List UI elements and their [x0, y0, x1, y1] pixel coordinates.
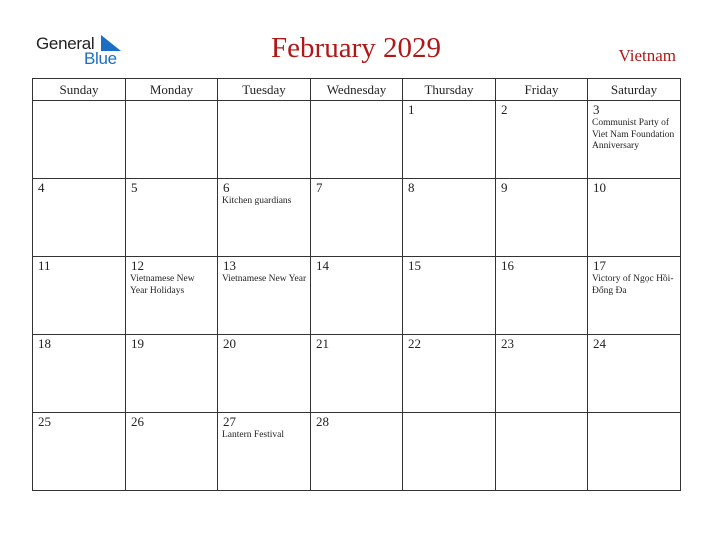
event-list — [218, 196, 310, 208]
logo-word-general: General — [36, 34, 95, 53]
day-cell-15 — [403, 257, 496, 335]
day-cell-25 — [33, 413, 126, 491]
empty-day-cell — [33, 101, 126, 179]
holiday-event: Lantern Festival — [222, 430, 284, 440]
day-cell-20 — [218, 335, 311, 413]
day-number: 22 — [408, 336, 421, 351]
day-number: 13 — [223, 258, 236, 273]
day-cell-2 — [496, 101, 588, 179]
day-cell-9 — [496, 179, 588, 257]
holiday-event: Communist Party of Viet Nam Foundation Anniversary — [592, 118, 675, 151]
weekday-header-tuesday: Tuesday — [218, 79, 311, 101]
day-number: 25 — [38, 414, 51, 429]
week-row — [33, 413, 681, 491]
empty-day-cell — [496, 413, 588, 491]
day-cell-18 — [33, 335, 126, 413]
day-cell-1 — [403, 101, 496, 179]
day-number: 16 — [501, 258, 514, 273]
day-number: 5 — [131, 180, 138, 195]
logo-word-blue: Blue — [84, 49, 117, 68]
day-number: 26 — [131, 414, 144, 429]
holiday-event: Vietnamese New Year Holidays — [130, 274, 195, 296]
day-cell-17 — [588, 257, 681, 335]
day-number: 21 — [316, 336, 329, 351]
day-cell-8 — [403, 179, 496, 257]
weekday-header-thursday: Thursday — [403, 79, 496, 101]
day-cell-7 — [311, 179, 403, 257]
weekday-header-saturday: Saturday — [588, 79, 681, 101]
day-cell-26 — [126, 413, 218, 491]
event-list — [218, 274, 310, 286]
day-number: 6 — [223, 180, 230, 195]
day-number: 20 — [223, 336, 236, 351]
day-cell-11 — [33, 257, 126, 335]
day-number: 15 — [408, 258, 421, 273]
event-list — [588, 118, 680, 153]
day-number: 17 — [593, 258, 606, 273]
calendar-grid — [32, 78, 681, 491]
day-number: 12 — [131, 258, 144, 273]
day-cell-27 — [218, 413, 311, 491]
day-cell-16 — [496, 257, 588, 335]
day-cell-6 — [218, 179, 311, 257]
day-cell-28 — [311, 413, 403, 491]
day-cell-22 — [403, 335, 496, 413]
day-cell-13 — [218, 257, 311, 335]
day-number: 27 — [223, 414, 236, 429]
day-number: 14 — [316, 258, 329, 273]
empty-day-cell — [218, 101, 311, 179]
day-number: 7 — [316, 180, 323, 195]
day-number: 19 — [131, 336, 144, 351]
day-number: 28 — [316, 414, 329, 429]
country-label: Vietnam — [618, 46, 676, 65]
weekday-header-row — [33, 79, 681, 101]
day-cell-19 — [126, 335, 218, 413]
day-cell-24 — [588, 335, 681, 413]
day-number: 1 — [408, 102, 415, 117]
event-list — [218, 430, 310, 442]
day-number: 8 — [408, 180, 415, 195]
event-list — [588, 274, 680, 297]
week-row — [33, 257, 681, 335]
empty-day-cell — [126, 101, 218, 179]
calendar-body — [33, 101, 681, 491]
day-number: 18 — [38, 336, 51, 351]
empty-day-cell — [403, 413, 496, 491]
week-row — [33, 335, 681, 413]
weekday-header-sunday: Sunday — [33, 79, 126, 101]
day-cell-21 — [311, 335, 403, 413]
day-number: 23 — [501, 336, 514, 351]
day-cell-14 — [311, 257, 403, 335]
holiday-event: Victory of Ngọc Hồi-Đống Đa — [592, 274, 674, 296]
weekday-header-monday: Monday — [126, 79, 218, 101]
day-number: 10 — [593, 180, 606, 195]
day-cell-5 — [126, 179, 218, 257]
day-cell-23 — [496, 335, 588, 413]
holiday-event: Kitchen guardians — [222, 196, 292, 206]
weekday-header-friday: Friday — [496, 79, 588, 101]
day-number: 9 — [501, 180, 508, 195]
day-number: 4 — [38, 180, 45, 195]
day-number: 3 — [593, 102, 600, 117]
day-number: 2 — [501, 102, 508, 117]
empty-day-cell — [588, 413, 681, 491]
day-cell-3 — [588, 101, 681, 179]
week-row — [33, 101, 681, 179]
empty-day-cell — [311, 101, 403, 179]
weekday-header-wednesday: Wednesday — [311, 79, 403, 101]
day-cell-10 — [588, 179, 681, 257]
page-title: February 2029 — [271, 32, 441, 64]
event-list — [126, 274, 217, 297]
day-cell-4 — [33, 179, 126, 257]
day-number: 24 — [593, 336, 606, 351]
day-cell-12 — [126, 257, 218, 335]
week-row — [33, 179, 681, 257]
day-number: 11 — [38, 258, 51, 273]
holiday-event: Vietnamese New Year — [222, 274, 307, 284]
